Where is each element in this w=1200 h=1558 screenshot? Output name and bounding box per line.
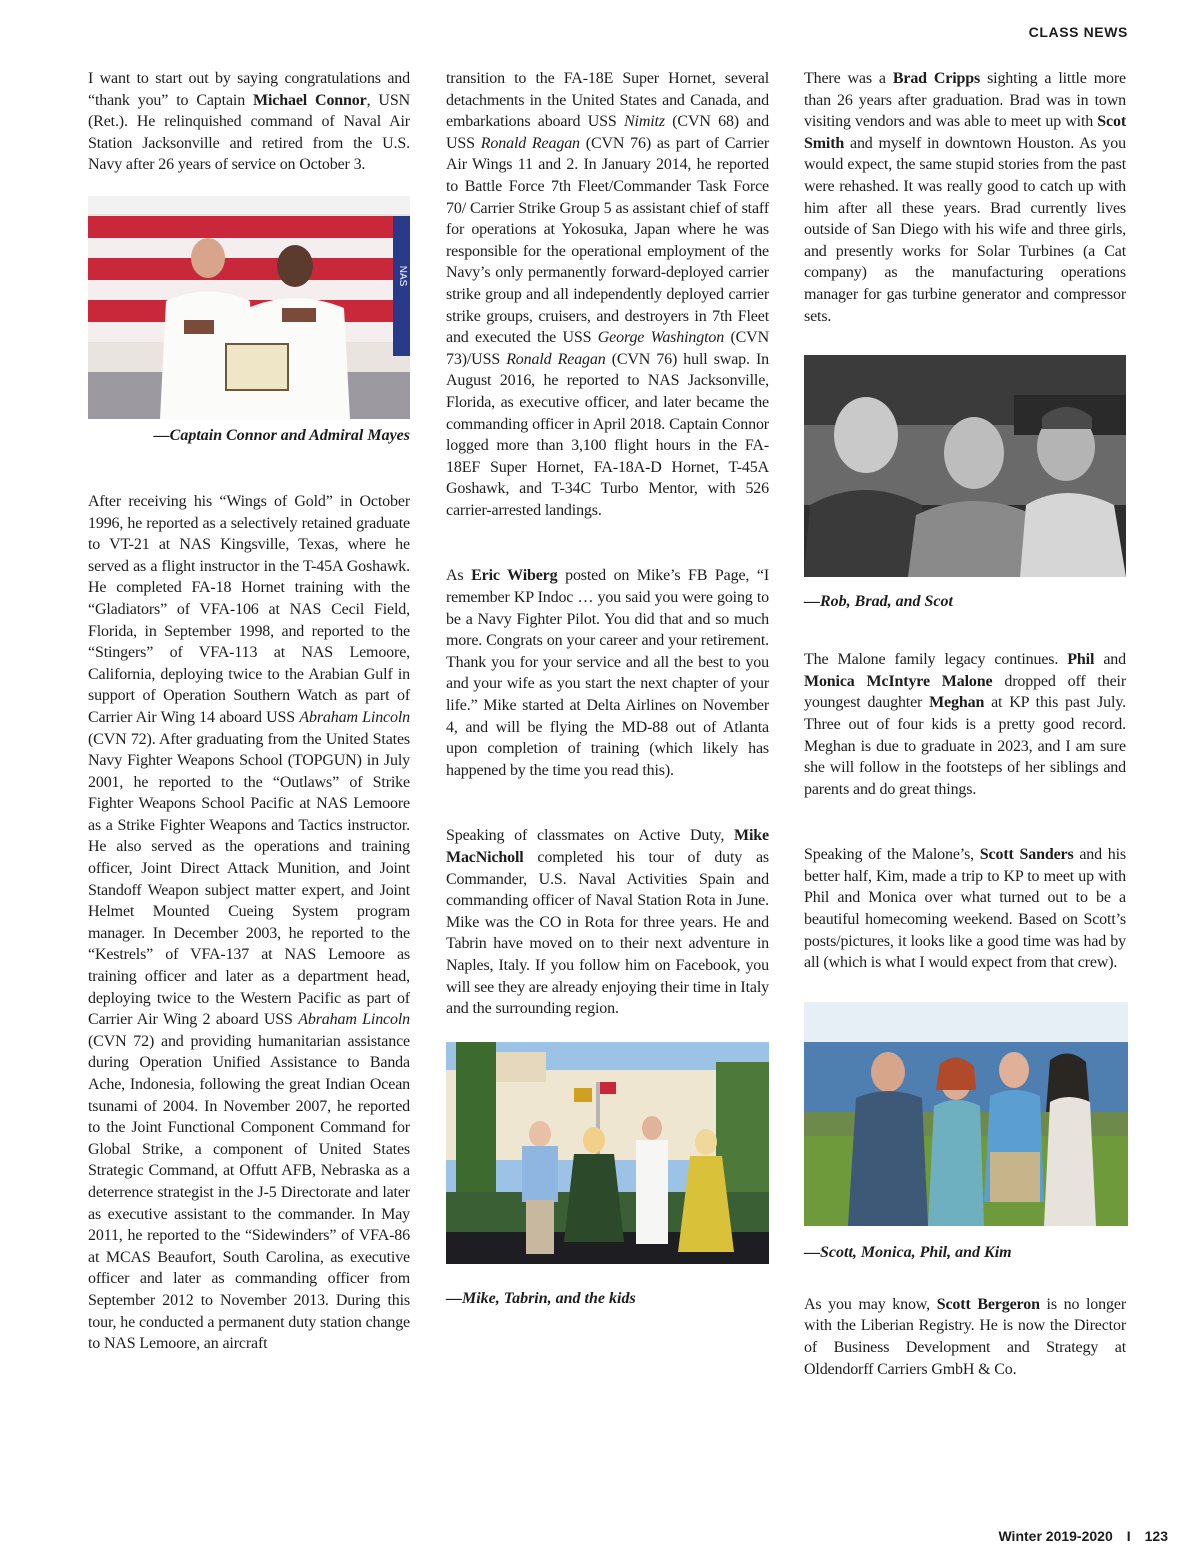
paragraph-brad-cripps [804,68,1126,327]
caption-connor-mayes: —Captain Connor and Admiral Mayes [153,426,410,444]
column-2 [446,68,769,1310]
column-3 [804,68,1126,1380]
text-run: Speaking of classmates on Active Duty, [446,827,735,845]
text-run: (CVN 76) as part of Carrier Air Wings 11 and 2. In January 2014, he reported to Battle Force 7th Fleet/Commander Task Force 70/ Carrier Strike Group 5 as assistant chief of staff for operations at Yokosuka, Japan where he was responsible for the operational employment of the Navy’s only permanently forward-deployed carrier strike group and all independently deployed carrier strike groups, cruisers, and destroyers in 7th Fleet and executed the USS [446,134,769,347]
text-run: (CVN 72) and providing humanitarian assistance during Operation Unified Assistance to Banda Ache, Indonesia, following the great Indian Ocean tsunami of 2004. In November 2007, he reported to the Joint Functional Component Command for Global Strike, a component of United States Strategic Command, at Offutt AFB, Nebraska as a deterrence strategist in the J-5 Directorate and later as executive assistant to the commander. In May 2011, he reported to the “Sidewinders” of VFA-86 at MCAS Beaufort, South Carolina, as executive officer and later as commanding officer from September 2012 to November 2013. During this tour, he conducted a permanent duty station change to NAS Lemoore, an aircraft [88,1032,410,1353]
caption-scott-monica-phil-kim: —Scott, Monica, Phil, and Kim [804,1243,1012,1261]
paragraph-scott-bergeron [804,1294,1126,1380]
paragraph-mike-macnicholl [446,825,769,1019]
text-run: Speaking of the Malone’s, [804,846,980,864]
text-run: After receiving his “Wings of Gold” in October 1996, he reported as a selectively retained graduate to VT-21 at NAS Kingsville, Texas, where he served as a flight instructor in the T-45A Goshawk. He completed FA-18 Hornet training with the “Gladiators” of VFA-106 at NAS Cecil Field, Florida, in September 1998, and reported to the “Stingers” of VFA-113 at NAS Lemoore, California, deploying twice to the Arabian Gulf in support of Operation Southern Watch as part of Carrier Air Wing 14 aboard USS [88,492,410,726]
bold-name: Mike MacNicholl [446,827,769,866]
text-run: (CVN 73)/USS [446,329,769,368]
page-number: 123 [1144,1528,1168,1544]
bold-name: Scott Sanders [979,846,1074,864]
footer-separator: I [1126,1528,1131,1544]
bold-name: Scot Smith [804,113,1126,152]
text-run: As [446,567,472,585]
text-run: The Malone family legacy continues. [804,651,1068,669]
caption-mike-tabrin-kids: —Mike, Tabrin, and the kids [446,1289,636,1307]
italic-ship-name: George Washington [597,329,725,347]
text-run: I want to start out by saying congratulations and “thank you” to Captain [88,70,410,109]
text-run: and myself in downtown Houston. As you would expect, the same stupid stories from the past were rehashed. It was really good to catch up with him after all these years. Brad currently lives outside of San Diego with his wife and three girls, and presently works for Solar Turbines (a Cat company) as the manufacturing operations manager for gas turbine generator and compressor sets. [804,134,1126,325]
photo-mike-tabrin-kids [446,1042,769,1264]
text-run: transition to the FA-18E Super Hornet, several detachments in the United States and Canada, and embarkations aboard USS [446,70,769,131]
text-run: completed his tour of duty as Commander, U.S. Naval Activities Spain and commanding officer of Naval Station Rota in June. Mike was the CO in Rota for three years. He and Tabrin have moved on to their next adventure in Naples, Italy. If you follow him on Facebook, you will see they are already enjoying their time in Italy and the surrounding region. [446,849,769,1018]
text-run: and [1094,651,1126,669]
text-run: sighting a little more than 26 years after graduation. Brad was in town visiting vendors and was able to meet up with [804,70,1126,131]
paragraph-malone-family [804,649,1126,800]
photo-connor-mayes [88,196,410,419]
page-footer [998,1528,1168,1544]
paragraph-connor-career-cont [446,68,769,521]
paragraph-eric-wiberg [446,565,769,781]
bold-name: Michael Connor [253,91,367,109]
text-run: is no longer with the Liberian Registry. He is now the Director of Business Development and Strategy at Oldendorff Carriers GmbH & Co. [804,1295,1126,1378]
text-run: , USN (Ret.). He relinquished command of Naval Air Station Jacksonville and retired from the U.S. Navy after 26 years of service on October 3. [88,91,410,174]
italic-ship-name: Nimitz [624,113,665,131]
caption-rob-brad-scot: —Rob, Brad, and Scot [804,593,953,611]
text-run: As you may know, [804,1295,937,1313]
italic-ship-name: Ronald Reagan [480,134,580,152]
italic-ship-name: Abraham Lincoln [299,708,410,726]
bold-name: Scott Bergeron [936,1295,1040,1313]
text-run: There was a [804,70,893,87]
ceremony-sign-text: NAS [397,265,408,287]
bold-name: Meghan [929,694,985,712]
photo-scott-monica-phil-kim [804,1002,1128,1226]
italic-ship-name: Abraham Lincoln [298,1011,410,1029]
bold-name: Phil [1067,651,1095,669]
bold-name: Brad Cripps [892,70,981,87]
paragraph-connor-career [88,491,410,1355]
column-1 [88,68,410,1355]
photo-rob-brad-scot [804,355,1126,577]
text-run: dropped off their youngest daughter [804,672,1126,712]
section-header: CLASS NEWS [1028,24,1128,40]
text-run: posted on Mike’s FB Page, “I remember KP Indoc … you said you were going to be a Navy Fighter Pilot. You did that and so much more. Congrats on your career and your retirement. Thank you for your service and all the best to you and your wife as you start the next chapter of your life.” Mike started at Delta Airlines on November 4, and will be flying the MD-88 out of Atlanta upon completion of training (which likely has happened by the time you read this). [446,567,769,779]
paragraph-scott-sanders [804,844,1126,974]
text-run: (CVN 76) hull swap. In August 2016, he reported to NAS Jacksonville, Florida, as executive officer, and later became the commanding officer in April 2018. Captain Connor logged more than 3,100 flight hours in the FA-18EF Super Hornet, FA-18A-D Hornet, T-45A Goshawk, and T-34C Turbo Mentor, with 526 carrier-arrested landings. [446,350,769,519]
issue-label: Winter 2019-2020 [998,1528,1113,1544]
bold-name: Monica McIntyre Malone [804,672,993,690]
paragraph-connor-intro [88,68,410,176]
text-run: (CVN 72). After graduating from the United States Navy Fighter Weapons School (TOPGUN) in July 2001, he reported to the “Outlaws” of Strike Fighter Weapons School Pacific at NAS Lemoore as a Strike Fighter Weapons and Tactics instructor. He also served as the operations and training officer, Joint Direct Attack Munition, and Joint Standoff Weapon subject matter expert, and Joint Helmet Mounted Cueing System program manager. In December 2003, he reported to the “Kestrels” of VFA-137 at NAS Lemoore as training officer and later as a department head, deploying twice to the Western Pacific as part of Carrier Air Wing 2 aboard USS [88,730,410,1029]
bold-name: Eric Wiberg [471,567,558,585]
text-run: at KP this past July. Three out of four kids is a pretty good record. Meghan is due to graduate in 2023, and I am sure she will follow in the footsteps of her siblings and parents and do great things. [804,694,1126,798]
text-run: (CVN 68) and USS [446,113,769,152]
text-run: and his better half, Kim, made a trip to KP to meet up with Phil and Monica over what turned out to be a beautiful homecoming weekend. Based on Scott’s posts/pictures, it looks like a good time was had by all (which is what I would expect from that crew). [804,846,1126,972]
italic-ship-name: Ronald Reagan [506,350,606,368]
